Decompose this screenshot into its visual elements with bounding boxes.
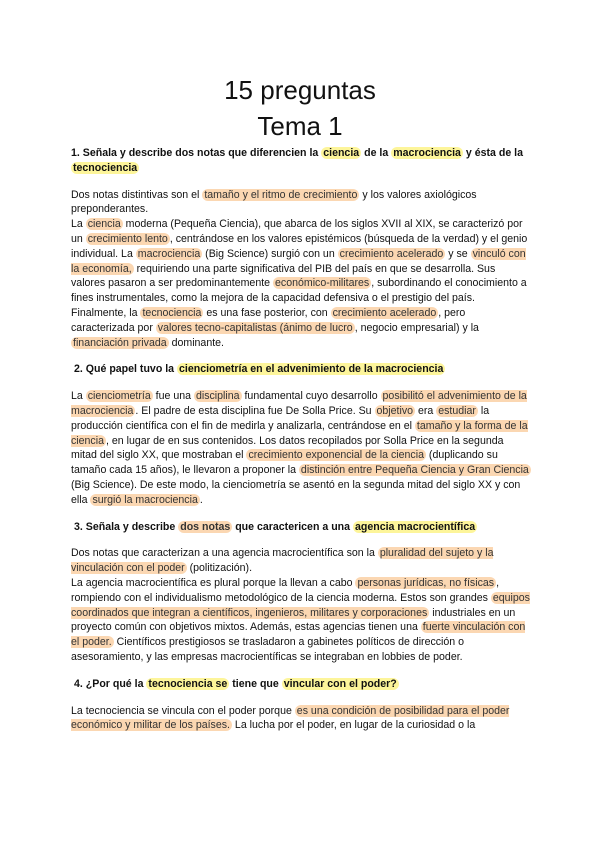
highlight-orange: personas jurídicas, no físicas — [357, 576, 495, 589]
text-run: es una fase posterior, con — [203, 306, 331, 319]
highlight-orange: ciencia — [87, 218, 121, 231]
highlight-orange: tamaño y la forma de la ciencia — [71, 419, 528, 447]
text-run: Dos notas distintivas son el — [71, 188, 203, 201]
text-run: (Big Science) surgió con un — [202, 247, 338, 260]
highlight-orange: objetivo — [376, 404, 414, 417]
question-1 — [71, 146, 531, 176]
text-run: La — [71, 218, 86, 231]
highlight-orange: es una condición de posibilidad para el poder económico y militar de los países. — [71, 704, 510, 732]
text-run: , rompiendo con el individualismo metodológico de la ciencia moderna. Estos son grandes — [71, 576, 500, 604]
text-run: 2. Qué papel tuvo la — [74, 363, 178, 376]
text-run: y los valores axiológicos preponderantes. — [71, 188, 477, 216]
answer-1 — [71, 188, 531, 351]
text-run: dominante. — [168, 336, 224, 349]
highlight-orange: fuerte vinculación con el poder. — [71, 621, 526, 649]
text-run: La — [71, 390, 86, 403]
highlight-yellow: tecnociencia se — [148, 677, 228, 690]
answer-4 — [71, 704, 531, 734]
text-run: (politización). — [186, 562, 253, 575]
text-run: La tecnociencia se vincula con el poder porque — [71, 704, 295, 717]
highlight-yellow: cienciometría en el advenimiento de la macrociencia — [179, 363, 444, 376]
highlight-orange: crecimiento acelerado — [332, 306, 437, 319]
text-run: , en lugar de en sus contenidos. Los datos recopilados por Solla Price en la segunda mitad del siglo XX, que mostraban el — [71, 434, 504, 462]
answer-3 — [71, 546, 531, 664]
text-run: (Big Science). De este modo, la cienciometría se asentó en la segunda mitad del siglo XX y con ella — [71, 478, 521, 506]
text-run: , negocio empresarial) y la — [354, 321, 479, 334]
highlight-orange: equipos coordinados que integran a científicos, ingenieros, militares y corporaciones — [71, 591, 530, 619]
text-run: (duplicando su tamaño cada 15 años), le llevaron a proponer la — [71, 449, 498, 477]
text-run: 3. Señala y describe — [74, 520, 179, 533]
text-run: de la — [361, 147, 392, 159]
highlight-orange: crecimiento acelerado — [339, 247, 444, 260]
highlight-yellow: tecnociencia — [73, 161, 138, 174]
text-run: y se — [445, 247, 471, 260]
highlight-orange: crecimiento lento — [87, 232, 168, 245]
highlight-orange: dos notas — [180, 520, 231, 533]
text-run: tiene que — [229, 677, 282, 690]
highlight-orange: financiación privada — [73, 336, 167, 349]
text-run: . El padre de esta disciplina fue De Solla Price. Su — [135, 404, 375, 417]
highlight-orange: pluralidad del sujeto y la vinculación con el poder — [71, 547, 494, 575]
text-run: , subordinando el conocimiento a fines instrumentales, como la mejora de la capacidad defensiva o el prestigio del país. Finalmente, la — [71, 277, 527, 319]
highlight-orange: posibilitó el advenimiento de la macrociencia — [71, 390, 527, 417]
text-run: Dos notas que caracterizan a una agencia macrocientífica son la — [71, 547, 378, 560]
text-run: moderna (Pequeña Ciencia), que abarca de los siglos XVII al XIX, se caracterizó por un — [71, 218, 523, 245]
text-run: Científicos prestigiosos se trasladaron a gabinetes políticos de dirección o asesoramiento, y las empresas macrocientíficas se integraban en lobbies de poder. — [71, 636, 465, 663]
title-block — [0, 72, 600, 144]
highlight-yellow: macrociencia — [393, 147, 461, 159]
highlight-orange: vinculó con la economía, — [71, 247, 526, 275]
highlight-orange: valores tecno-capitalistas (ánimo de lucro — [157, 321, 353, 334]
text-run: La lucha por el poder, en lugar de la curiosidad o la — [231, 719, 476, 732]
highlight-yellow: ciencia — [323, 147, 360, 159]
question-4 — [71, 677, 531, 692]
highlight-orange: macrociencia — [137, 247, 201, 260]
text-run: , centrándose en los valores epistémicos (búsqueda de la verdad) y el genio individual. La — [71, 232, 528, 260]
text-run: La agencia macrocientífica es plural porque la llevan a cabo — [71, 576, 356, 589]
text-run: y ésta de la — [462, 147, 524, 159]
highlight-orange: tecnociencia — [142, 306, 202, 319]
highlight-orange: cienciometría — [87, 390, 151, 403]
text-run: . — [199, 493, 203, 506]
text-run: la producción científica con el fin de medirla y analizarla, centrándose en el — [71, 404, 490, 432]
highlight-yellow: agencia macrocientífica — [354, 520, 476, 533]
question-3 — [71, 520, 531, 535]
text-run: que caractericen a una — [232, 520, 353, 533]
document-subtitle: Tema 1 — [257, 111, 343, 141]
highlight-orange: distinción entre Pequeña Ciencia y Gran Ciencia — [300, 464, 529, 477]
document-title: 15 preguntas — [224, 75, 376, 105]
text-run: , pero caracterizada por — [71, 306, 466, 334]
document-content — [71, 146, 531, 745]
text-run: requiriendo una parte significativa del PIB del país en que se desarrolla. Sus valores pasaron a ser predominantemente — [71, 262, 496, 290]
text-run: fundamental cuyo desarrollo — [241, 390, 381, 403]
highlight-orange: disciplina — [195, 390, 240, 403]
highlight-yellow: vincular con el poder? — [283, 677, 397, 690]
text-run: fue una — [152, 390, 194, 403]
text-run: 1. Señala y describe dos notas que diferencien la — [71, 147, 322, 159]
text-run: industriales en un proyecto común con objetivos mixtos. Además, estas agencias tienen una — [71, 606, 516, 634]
highlight-orange: crecimiento exponencial de la ciencia — [248, 449, 424, 462]
highlight-orange: económico-militares — [275, 277, 370, 290]
question-2 — [71, 362, 531, 377]
text-run: era — [415, 404, 437, 417]
highlight-orange: tamaño y el ritmo de crecimiento — [204, 188, 358, 201]
highlight-orange: surgió la macrociencia — [92, 493, 198, 506]
highlight-orange: estudiar — [438, 404, 476, 417]
text-run: 4. ¿Por qué la — [74, 677, 147, 690]
answer-2 — [71, 389, 531, 507]
